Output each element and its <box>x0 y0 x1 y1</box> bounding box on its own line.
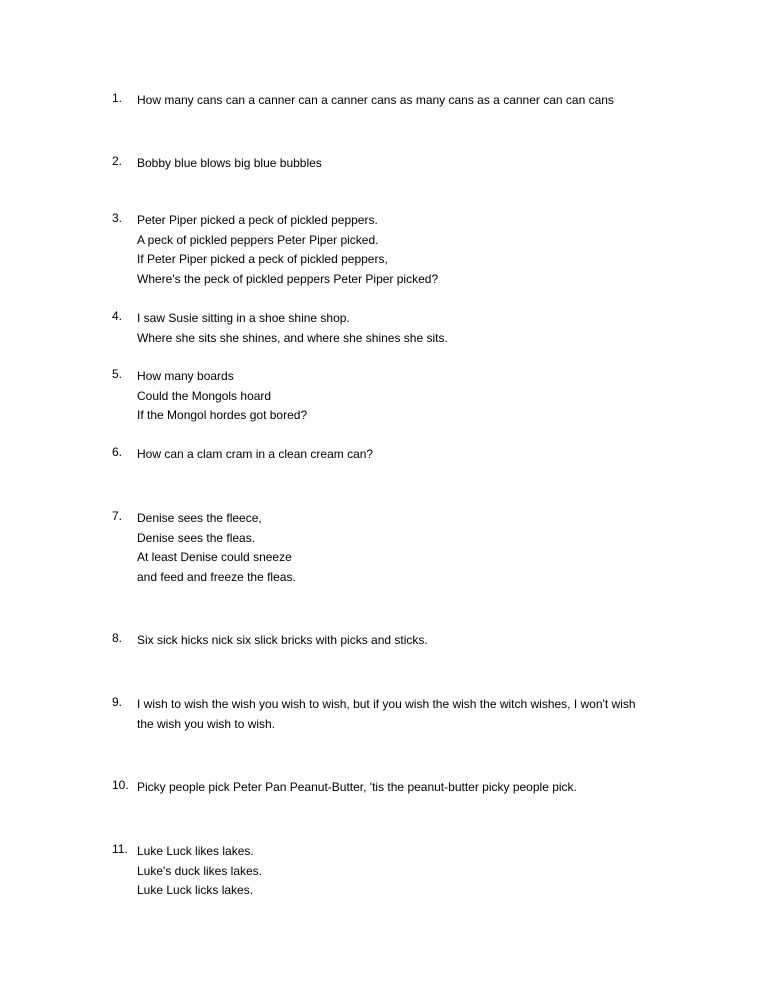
item-text <box>137 154 692 174</box>
text-line: Where's the peck of pickled peppers Peter Piper picked? <box>137 271 439 286</box>
item-text <box>137 309 692 348</box>
list-item <box>112 695 692 734</box>
text-line: I saw Susie sitting in a shoe shine shop. <box>137 311 350 325</box>
text-line: Peter Piper picked a peck of pickled peppers. <box>137 213 378 227</box>
text-line: How many cans can a canner can a canner cans as many cans as a canner can can cans <box>137 93 614 107</box>
text-line: How can a clam cram in a clean cream can? <box>137 447 374 461</box>
item-text <box>137 445 692 465</box>
text-line: Denise sees the fleece, <box>137 511 262 525</box>
item-number: 10. <box>112 778 129 792</box>
item-number: 7. <box>112 509 123 523</box>
item-number: 9. <box>112 695 123 709</box>
text-line: Denise sees the fleas. <box>137 530 256 545</box>
item-number: 11. <box>112 842 128 856</box>
list-item <box>112 631 692 651</box>
text-line: the wish you wish to wish. <box>137 716 276 731</box>
text-line: How many boards <box>137 369 234 383</box>
item-number: 1. <box>112 91 123 105</box>
text-line: I wish to wish the wish you wish to wish, but if you wish the wish the witch wishes, I won't wish <box>137 697 636 711</box>
text-line: Where she sits she shines, and where she shines she sits. <box>137 330 448 345</box>
text-line: Picky people pick Peter Pan Peanut-Butter, 'tis the peanut-butter picky people pick. <box>137 780 577 794</box>
text-line: If Peter Piper picked a peck of pickled peppers, <box>137 252 388 266</box>
text-line: If the Mongol hordes got bored? <box>137 408 308 422</box>
item-number: 5. <box>112 367 123 381</box>
list-item <box>112 509 692 587</box>
list-item <box>112 154 692 174</box>
text-line: Luke Luck likes lakes. <box>137 844 254 858</box>
text-line: Bobby blue blows big blue bubbles <box>137 156 322 170</box>
text-line: Six sick hicks nick six slick bricks with picks and sticks. <box>137 633 428 647</box>
item-number: 8. <box>112 631 123 645</box>
item-number: 2. <box>112 154 123 168</box>
item-text <box>137 631 692 651</box>
text-line: A peck of pickled peppers Peter Piper picked. <box>137 232 379 247</box>
text-line: Luke's duck likes lakes. <box>137 863 263 878</box>
list-item <box>112 445 692 465</box>
list-item <box>112 367 692 426</box>
list-item <box>112 778 692 798</box>
text-line: Could the Mongols hoard <box>137 388 272 403</box>
item-text <box>137 211 692 289</box>
list-item <box>112 309 692 348</box>
text-line: At least Denise could sneeze <box>137 550 292 564</box>
list-item <box>112 842 692 901</box>
item-text <box>137 367 692 426</box>
item-text <box>137 91 692 111</box>
item-number: 6. <box>112 445 123 459</box>
item-text <box>137 778 692 798</box>
list-item <box>112 211 692 289</box>
item-number: 4. <box>112 309 123 323</box>
item-number: 3. <box>112 211 123 225</box>
text-line: Luke Luck licks lakes. <box>137 883 254 897</box>
text-line: and feed and freeze the fleas. <box>137 569 296 584</box>
item-text <box>137 509 692 587</box>
item-text <box>137 842 692 901</box>
item-text <box>137 695 692 734</box>
list-item <box>112 91 692 111</box>
